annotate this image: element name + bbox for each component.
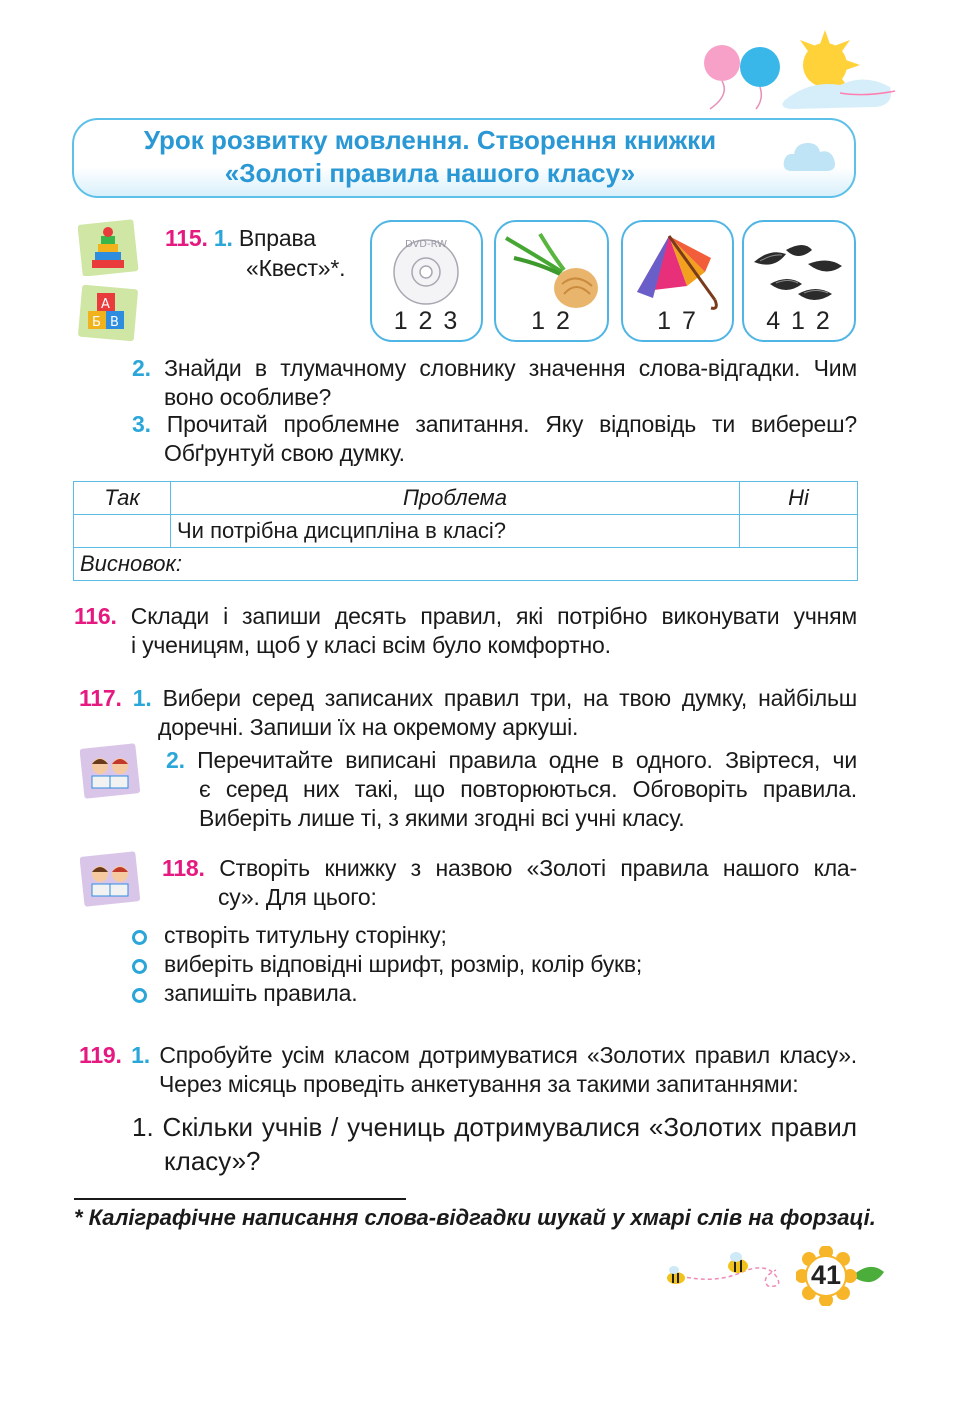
ex115-text-line1: Вправа [238, 225, 316, 251]
ex119-line2: Через місяць проведіть анкетування за такими запитаннями: [159, 1071, 799, 1097]
sunflower-seeds-icon [750, 234, 850, 314]
svg-text:А: А [101, 297, 110, 312]
problem-table [73, 481, 858, 581]
col-problem-header: Проблема [171, 482, 740, 515]
footnote: * Каліграфічне написання слова-відгадки шукай у хмарі слів на форзаці. [74, 1205, 876, 1230]
ex117-p2-line2: є серед них такі, що повторюються. Обговоріть правила. [199, 776, 857, 802]
table-header-row [74, 482, 858, 515]
lesson-title-line1: Урок розвитку мовлення. Створення книжки [143, 125, 717, 155]
ex117-part2 [166, 746, 857, 833]
ex118 [162, 854, 857, 912]
ex117-sub2: 2. [166, 747, 185, 773]
quest-card-onion [494, 220, 609, 342]
list-item: запишіть правила. [164, 980, 358, 1006]
disc-label: DVD-RW [404, 239, 448, 250]
ex117-number: 117. [79, 685, 122, 711]
ex116-line1: Склади і запиши десять правил, які потрібно виконувати учням [130, 603, 857, 629]
no-cell[interactable] [740, 515, 858, 548]
bullet-icon [132, 988, 147, 1003]
question-cell: Чи потрібна дисципліна в класі? [171, 515, 740, 548]
ex116-number: 116. [74, 603, 117, 629]
umbrella-icon [629, 228, 729, 314]
ex117-part1 [79, 684, 857, 742]
quest-card-dvd [370, 220, 483, 342]
ex117-line1: Вибери серед записаних правил три, на твою думку, найбільш [162, 685, 857, 711]
bees-icon [656, 1248, 806, 1298]
ex115-number: 115. [165, 225, 208, 251]
ex119-number: 119. [79, 1042, 122, 1068]
ex118-number: 118. [162, 855, 205, 881]
ex119 [79, 1041, 857, 1099]
ex116-line2: і ученицям, щоб у класі всім було комфортно. [131, 632, 611, 658]
page-number: 41 [810, 1260, 842, 1290]
list-item: виберіть відповідні шрифт, розмір, колір букв; [164, 951, 643, 977]
ex117-line2: доречні. Запиши їх на окремому аркуші. [158, 714, 579, 740]
quest-code: 1 2 [531, 307, 572, 335]
ex115-header [165, 224, 316, 253]
conclusion-row [74, 548, 858, 581]
balloons-sun-icon [690, 25, 900, 115]
ex115-sub: 1. [213, 225, 233, 251]
footnote-divider [74, 1198, 406, 1200]
quest-card-seeds [742, 220, 856, 342]
list-item: створіть титульну сторінку; [164, 922, 447, 948]
ex115-item2-number: 2. [132, 355, 151, 381]
ex115-item2-line1: Знайди в тлумачному словнику значення слова-відгадки. Чим [164, 355, 857, 381]
table-row [74, 515, 858, 548]
lesson-title [80, 124, 780, 190]
ex115-item3-line2: Обґрунтуй свою думку. [164, 440, 405, 466]
conclusion-cell[interactable]: Висновок: [74, 548, 858, 581]
ex115-item3-number: 3. [132, 411, 151, 437]
children-reading-icon [80, 742, 142, 800]
ex117-p2-line3: Виберіть лише ті, з якими згодні всі учні класу. [199, 805, 685, 831]
col-no-header: Ні [740, 482, 858, 515]
yes-cell[interactable] [74, 515, 171, 548]
lesson-title-line2: «Золоті правила нашого класу» [224, 158, 636, 188]
dvd-disc-icon [386, 228, 466, 308]
survey-question-line1: Скільки учнів / учениць дотримувалися «Золотих правил [162, 1112, 857, 1142]
children-reading-icon [80, 850, 142, 908]
quest-code: 4 1 2 [766, 307, 832, 335]
ex116 [74, 602, 857, 660]
svg-text:Б: Б [92, 315, 101, 330]
ex118-line2: су». Для цього: [218, 884, 377, 910]
bullet-icon [132, 930, 147, 945]
quest-code: 1 2 3 [393, 307, 460, 335]
survey-question [132, 1110, 857, 1178]
ex115-text-line2: «Квест»*. [246, 255, 346, 281]
bullet-icon [132, 959, 147, 974]
toy-pyramid-icon [78, 218, 140, 276]
ex115-item3-line1: Прочитай проблемне запитання. Яку відповідь ти вибереш? [166, 411, 857, 437]
ex115-item2-line2: воно особливе? [164, 384, 332, 410]
cloud-icon [782, 137, 838, 173]
ex119-sub: 1. [131, 1042, 150, 1068]
onion-icon [500, 228, 606, 314]
ex118-line1: Створіть книжку з назвою «Золоті правила нашого кла- [219, 855, 857, 881]
ex115-item3 [132, 410, 857, 468]
ex115-item2 [132, 354, 857, 412]
ex117-sub1: 1. [132, 685, 152, 711]
survey-question-number: 1. [132, 1112, 154, 1142]
svg-text:В: В [110, 315, 119, 330]
col-yes-header: Так [74, 482, 171, 515]
ex119-line1: Спробуйте усім класом дотримуватися «Золотих правил класу». [159, 1042, 857, 1068]
alphabet-blocks-icon [78, 283, 140, 341]
quest-code: 1 7 [657, 307, 698, 335]
survey-question-line2: класу»? [164, 1146, 261, 1176]
quest-card-umbrella [621, 220, 734, 342]
ex117-p2-line1: Перечитайте виписані правила одне в одного. Звіртеся, чи [197, 747, 857, 773]
